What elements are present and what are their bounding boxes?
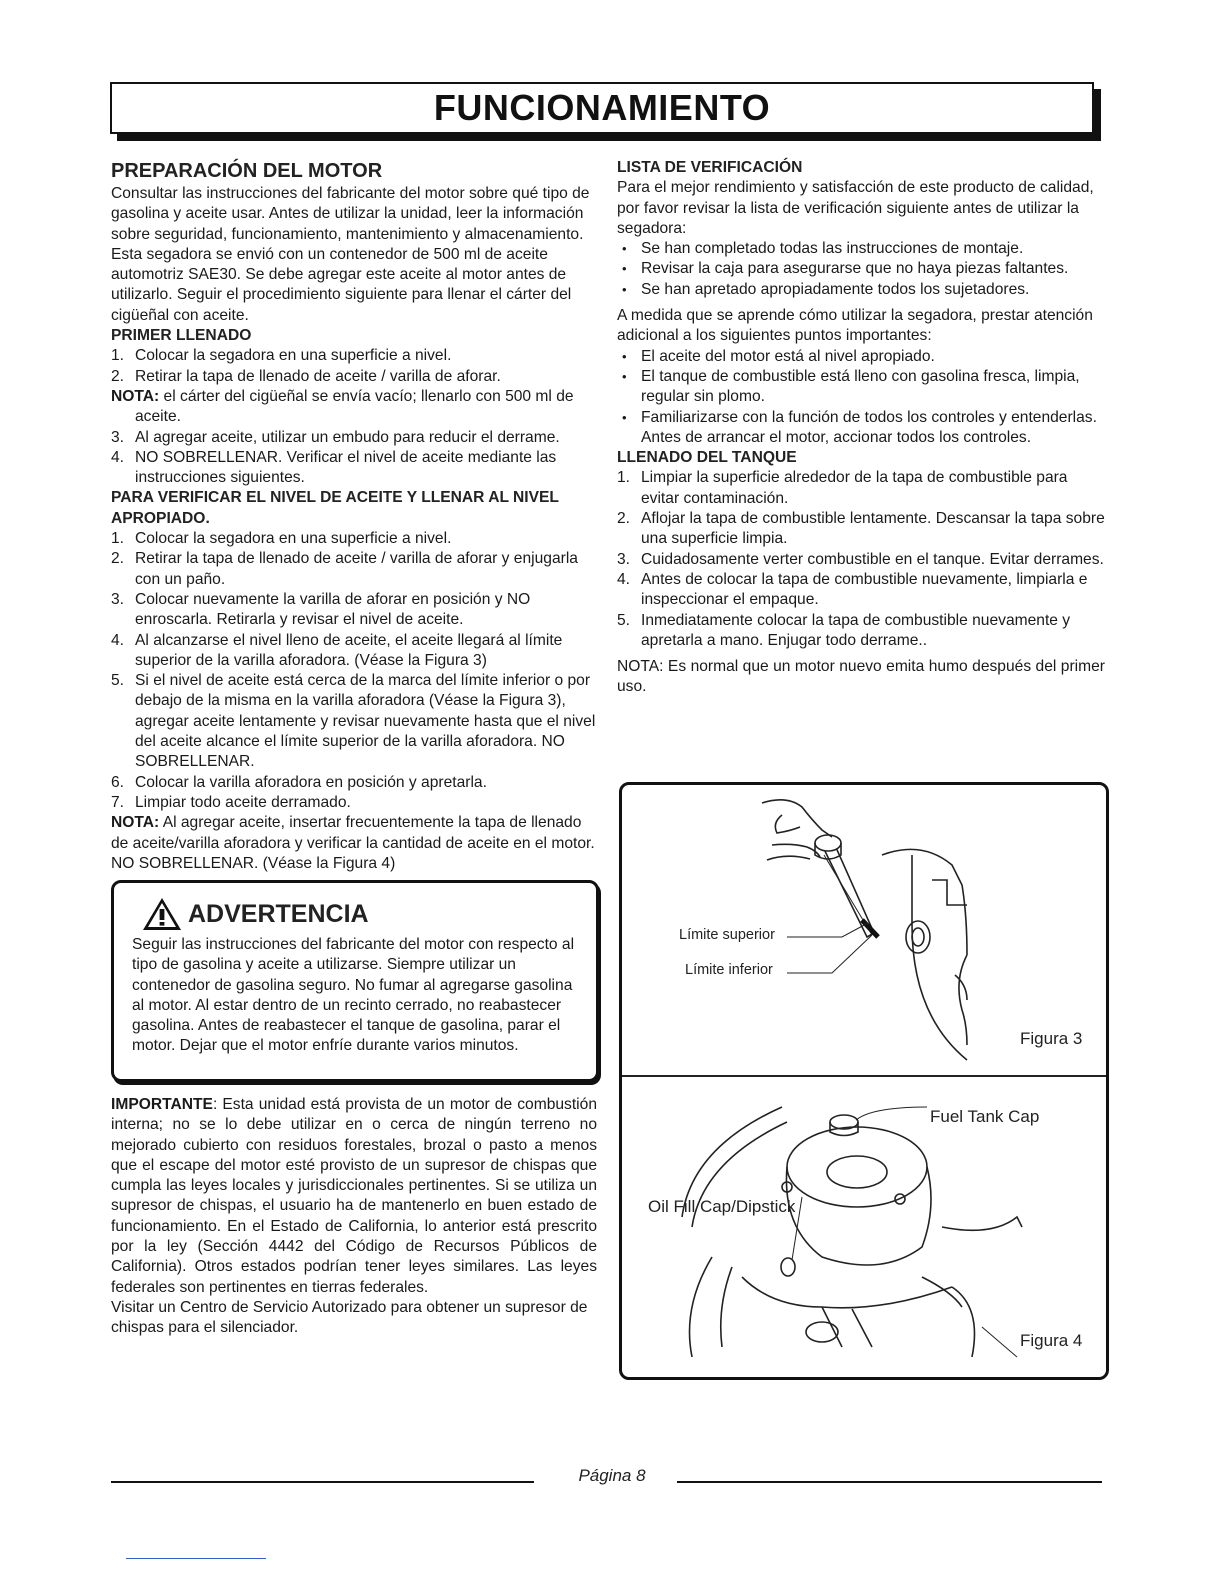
list-item: 5. Si el nivel de aceite está cerca de la marca del límite inferior o por debajo de la misma en la varilla aforadora (Véase la Figura 3), agregar aceite lentamente y revisar nuevamente hasta que el nivel del aceite alcance el límite superior de la varilla aforadora. NO SOBRELLENAR. — [111, 672, 596, 771]
oil-fill-cap-label: Oil Fill Cap/Dipstick — [648, 1197, 796, 1216]
list-item: 5. Inmediatamente colocar la tapa de combustible nuevamente y apretarla a mano. Enjugar todo derrame.. — [617, 611, 1071, 649]
list-item: 4. Al alcanzarse el nivel lleno de aceite, el aceite llegará al límite superior de la varilla aforadora. (Véase la Figura 3) — [111, 631, 563, 669]
warning-header — [142, 897, 369, 931]
warning-title: ADVERTENCIA — [188, 900, 369, 928]
checklist-heading: LISTA DE VERIFICACIÓN — [617, 159, 803, 176]
page-title-box — [110, 82, 1094, 134]
page-number: Página 8 — [578, 1466, 646, 1485]
list-item: 4. NO SOBRELLENAR. Verificar el nivel de aceite mediante las instrucciones siguientes. — [111, 448, 557, 487]
right-column — [617, 158, 1105, 698]
figure-4-caption: Figura 4 — [1020, 1331, 1083, 1350]
tank-note: NOTA: Es normal que un motor nuevo emita humo después del primer uso. — [617, 658, 1105, 696]
engine-prep-heading: PREPARACIÓN DEL MOTOR — [111, 160, 383, 182]
important-section — [111, 1095, 597, 1339]
warning-box — [111, 880, 599, 1082]
important-visit: Visitar un Centro de Servicio Autorizado para obtener un supresor de chispas para el silenciador. — [111, 1298, 588, 1337]
first-fill-steps-a — [111, 346, 597, 387]
list-item: 2. Retirar la tapa de llenado de aceite / varilla de aforar. — [111, 367, 501, 385]
list-item: • Se han completado todas las instrucciones de montaje. — [617, 239, 1105, 259]
list-item: • El aceite del motor está al nivel apropiado. — [617, 347, 1105, 367]
list-item: • El tanque de combustible está lleno con gasolina fresca, limpia, regular sin plomo. — [617, 367, 1105, 408]
check-level-steps — [111, 529, 597, 813]
important-text: IMPORTANTE: Esta unidad está provista de un motor de combustión interna; no se lo debe utilizar en o cerca de ningún terreno no mejorado cubierto con residuos forestales, brozal o pasto a menos que el escape del motor esté provisto de un supresor de chispas que cumpla las leyes locales y jurisdiccionales pertinentes. Si se utiliza un supresor de chispas, el usuario ha de mantenerlo en buen estado de funcionamiento. En el Estado de California, lo anterior está prescrito por la ley (Sección 4442 del Código de Recursos Públicos de California). Otros estados podrían tener leyes similares. Las leyes federales son pertinentes en tierras federales. — [111, 1096, 597, 1296]
footer-rule-right — [677, 1481, 1102, 1483]
list-item: 7. Limpiar todo aceite derramado. — [111, 793, 351, 811]
list-item: 3. Cuidadosamente verter combustible en el tanque. Evitar derrames. — [617, 550, 1104, 568]
lower-limit-label: Límite inferior — [685, 962, 773, 978]
checklist-items — [617, 239, 1105, 300]
upper-limit-label: Límite superior — [679, 927, 775, 943]
bottom-link-underline — [126, 1558, 266, 1559]
tank-steps — [617, 468, 1105, 651]
list-item: • Familiarizarse con la función de todos los controles y entenderlas. Antes de arrancar el motor, accionar todos los controles. — [617, 408, 1105, 449]
list-item: • Se han apretado apropiadamente todos los sujetadores. — [617, 280, 1105, 300]
fuel-tank-cap-label: Fuel Tank Cap — [930, 1107, 1040, 1126]
first-fill-heading: PRIMER LLENADO — [111, 327, 252, 345]
list-item: 1. Limpiar la superficie alrededor de la tapa de combustible para evitar contaminación. — [617, 469, 1068, 507]
warning-triangle-icon — [142, 897, 182, 931]
first-fill-steps-b — [111, 428, 597, 489]
list-item: 4. Antes de colocar la tapa de combustible nuevamente, limpiarla e inspeccionar el empaque. — [617, 570, 1088, 609]
page-title: FUNCIONAMIENTO — [433, 87, 771, 128]
list-item: 3. Al agregar aceite, utilizar un embudo para reducir el derrame. — [111, 428, 560, 446]
figures-box — [619, 782, 1109, 1380]
list-item: 1. Colocar la segadora en una superficie a nivel. — [111, 530, 452, 548]
checklist-intro: Para el mejor rendimiento y satisfacción de este producto de calidad, por favor revisar la lista de verificación siguiente antes de utilizar la segadora: — [617, 179, 1094, 237]
list-item: 2. Retirar la tapa de llenado de aceite / varilla de aforar y enjugarla con un paño. — [111, 550, 578, 588]
list-item: 2. Aflojar la tapa de combustible lentamente. Descansar la tapa sobre una superficie limpia. — [617, 510, 1105, 548]
left-column — [111, 158, 597, 874]
figure-3-caption: Figura 3 — [1020, 1029, 1083, 1048]
list-item: • Revisar la caja para asegurarse que no haya piezas faltantes. — [617, 259, 1105, 279]
list-item: 1. Colocar la segadora en una superficie a nivel. — [111, 347, 452, 365]
list-item: 6. Colocar la varilla aforadora en posición y apretarla. — [111, 773, 487, 791]
attention-items — [617, 347, 1105, 448]
list-item: 3. Colocar nuevamente la varilla de aforar en posición y NO enroscarla. Retirarla y revisar el nivel de aceite. — [111, 590, 531, 629]
first-fill-note: NOTA: el cárter del cigüeñal se envía vacío; llenarlo con 500 ml de aceite. — [111, 387, 574, 426]
attention-intro: A medida que se aprende cómo utilizar la segadora, prestar atención adicional a los siguientes puntos importantes: — [617, 307, 1093, 345]
check-level-note: NOTA: Al agregar aceite, insertar frecuentemente la tapa de llenado de aceite/varilla aforadora y verificar la cantidad de aceite en el motor. NO SOBRELLENAR. (Véase la Figura 4) — [111, 814, 595, 872]
check-level-heading: PARA VERIFICAR EL NIVEL DE ACEITE Y LLENAR AL NIVEL APROPIADO. — [111, 489, 559, 527]
warning-text: Seguir las instrucciones del fabricante del motor con respecto al tipo de gasolina y aceite a utilizarse. Siempre utilizar un contenedor de gasolina seguro. No fumar al agregarse gasolina al motor. Al estar dentro de un recinto cerrado, no reabastecer gasolina. Antes de reabastecer el tanque de gasolina, parar el motor. Dejar que el motor enfríe durante varios minutos. — [132, 936, 575, 1055]
tank-heading: LLENADO DEL TANQUE — [617, 449, 797, 467]
engine-prep-intro: Consultar las instrucciones del fabricante del motor sobre qué tipo de gasolina y aceite usar. Antes de utilizar la unidad, leer la información sobre seguridad, funcionamiento, mantenimiento y almacenamiento. Esta segadora se envió con un contenedor de 500 ml de aceite automotriz SAE30. Se debe agregar este aceite al motor antes de utilizarlo. Seguir el procedimiento siguiente para llenar el cárter del cigüeñal con aceite. — [111, 185, 590, 324]
